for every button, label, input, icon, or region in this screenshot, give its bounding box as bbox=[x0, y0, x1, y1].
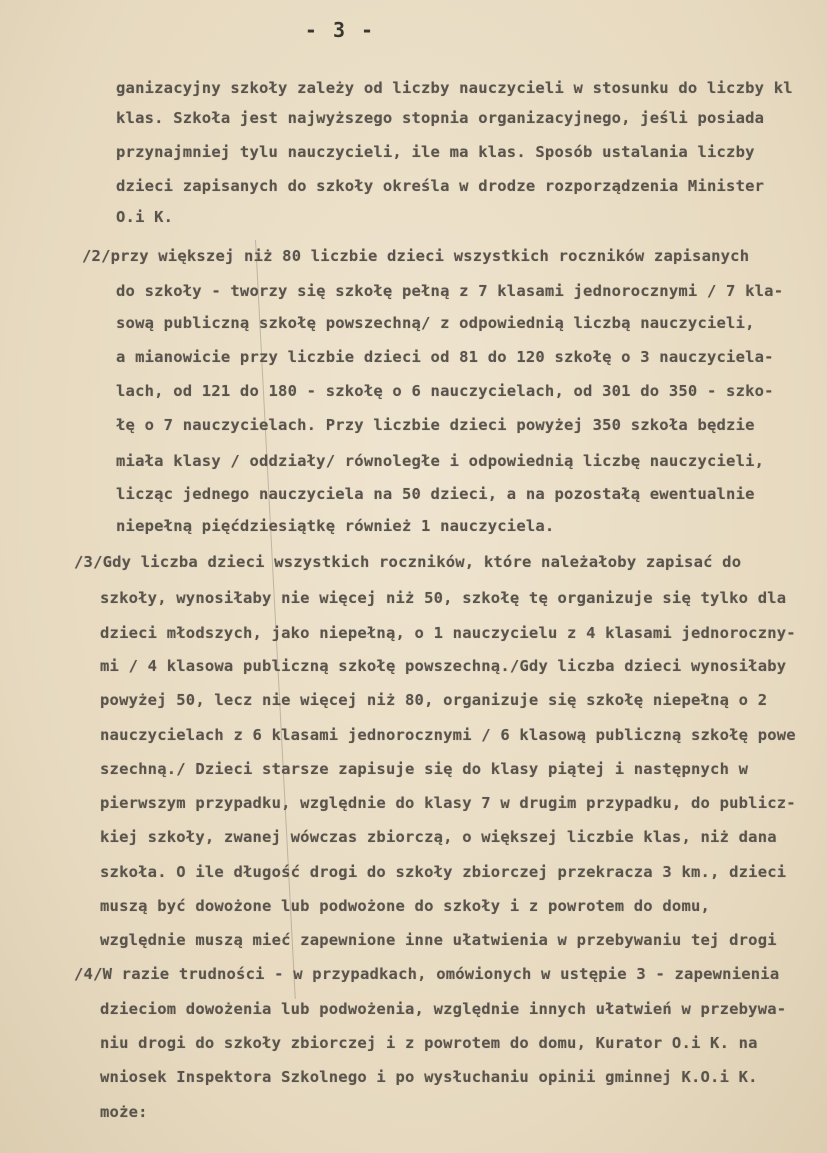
text-line: lach, od 121 do 180 - szkołę o 6 nauczycielach, od 301 do 350 - szko- bbox=[116, 382, 774, 400]
text-line: wniosek Inspektora Szkolnego i po wysłuchaniu opinii gminnej K.O.i K. bbox=[100, 1068, 758, 1086]
text-line: względnie muszą mieć zapewnione inne ułatwienia w przebywaniu tej drogi bbox=[100, 931, 777, 949]
text-line: ganizacyjny szkoły zależy od liczby nauczycieli w stosunku do liczby kl bbox=[116, 79, 793, 97]
text-line: do szkoły - tworzy się szkołę pełną z 7 klasami jednorocznymi / 7 kla- bbox=[116, 282, 784, 300]
text-line: dzieci młodszych, jako niepełną, o 1 nauczycielu z 4 klasami jednoroczny- bbox=[100, 624, 796, 642]
text-line: łę o 7 nauczycielach. Przy liczbie dzieci powyżej 350 szkoła będzie bbox=[116, 416, 755, 434]
text-line: O.i K. bbox=[116, 208, 174, 226]
text-line: /2/przy większej niż 80 liczbie dzieci wszystkich roczników zapisanych bbox=[82, 247, 750, 265]
text-line: licząc jednego nauczyciela na 50 dzieci, a na pozostałą ewentualnie bbox=[116, 485, 755, 503]
text-line: a mianowicie przy liczbie dzieci od 81 do 120 szkołę o 3 nauczyciela- bbox=[116, 348, 774, 366]
text-line: przynajmniej tylu nauczycieli, ile ma klas. Sposób ustalania liczby bbox=[116, 143, 755, 161]
text-line: dzieciom dowożenia lub podwożenia, względnie innych ułatwień w przebywa- bbox=[100, 1000, 787, 1018]
text-line: dzieci zapisanych do szkoły określa w drodze rozporządzenia Minister bbox=[116, 177, 765, 195]
text-line: klas. Szkoła jest najwyższego stopnia organizacyjnego, jeśli posiada bbox=[116, 109, 765, 127]
text-line: kiej szkoły, zwanej wówczas zbiorczą, o większej liczbie klas, niż dana bbox=[100, 828, 777, 846]
text-line: /3/Gdy liczba dzieci wszystkich roczników, które należałoby zapisać do bbox=[74, 553, 742, 571]
text-line: /4/W razie trudności - w przypadkach, omówionych w ustępie 3 - zapewnienia bbox=[74, 965, 780, 983]
text-line: powyżej 50, lecz nie więcej niż 80, organizuje się szkołę niepełną o 2 bbox=[100, 691, 768, 709]
text-line: szkoła. O ile długość drogi do szkoły zbiorczej przekracza 3 km., dzieci bbox=[100, 863, 787, 881]
text-line: pierwszym przypadku, względnie do klasy 7 w drugim przypadku, do publicz- bbox=[100, 794, 796, 812]
text-line: muszą być dowożone lub podwożone do szkoły i z powrotem do domu, bbox=[100, 897, 711, 915]
page-number: - 3 - bbox=[304, 18, 376, 42]
text-line: niepełną pięćdziesiątkę również 1 nauczyciela. bbox=[116, 517, 555, 535]
text-line: sową publiczną szkołę powszechną/ z odpowiednią liczbą nauczycieli, bbox=[116, 314, 755, 332]
text-line: szkoły, wynosiłaby nie więcej niż 50, szkołę tę organizuje się tylko dla bbox=[100, 589, 787, 607]
text-line: może: bbox=[100, 1103, 148, 1121]
text-line: mi / 4 klasowa publiczną szkołę powszechną./Gdy liczba dzieci wynosiłaby bbox=[100, 657, 787, 675]
text-line: niu drogi do szkoły zbiorczej i z powrotem do domu, Kurator O.i K. na bbox=[100, 1034, 758, 1052]
text-line: nauczycielach z 6 klasami jednorocznymi / 6 klasową publiczną szkołę powe bbox=[100, 726, 796, 744]
text-line: miała klasy / oddziały/ równoległe i odpowiednią liczbę nauczycieli, bbox=[116, 452, 765, 470]
text-line: szechną./ Dzieci starsze zapisuje się do klasy piątej i następnych w bbox=[100, 760, 749, 778]
